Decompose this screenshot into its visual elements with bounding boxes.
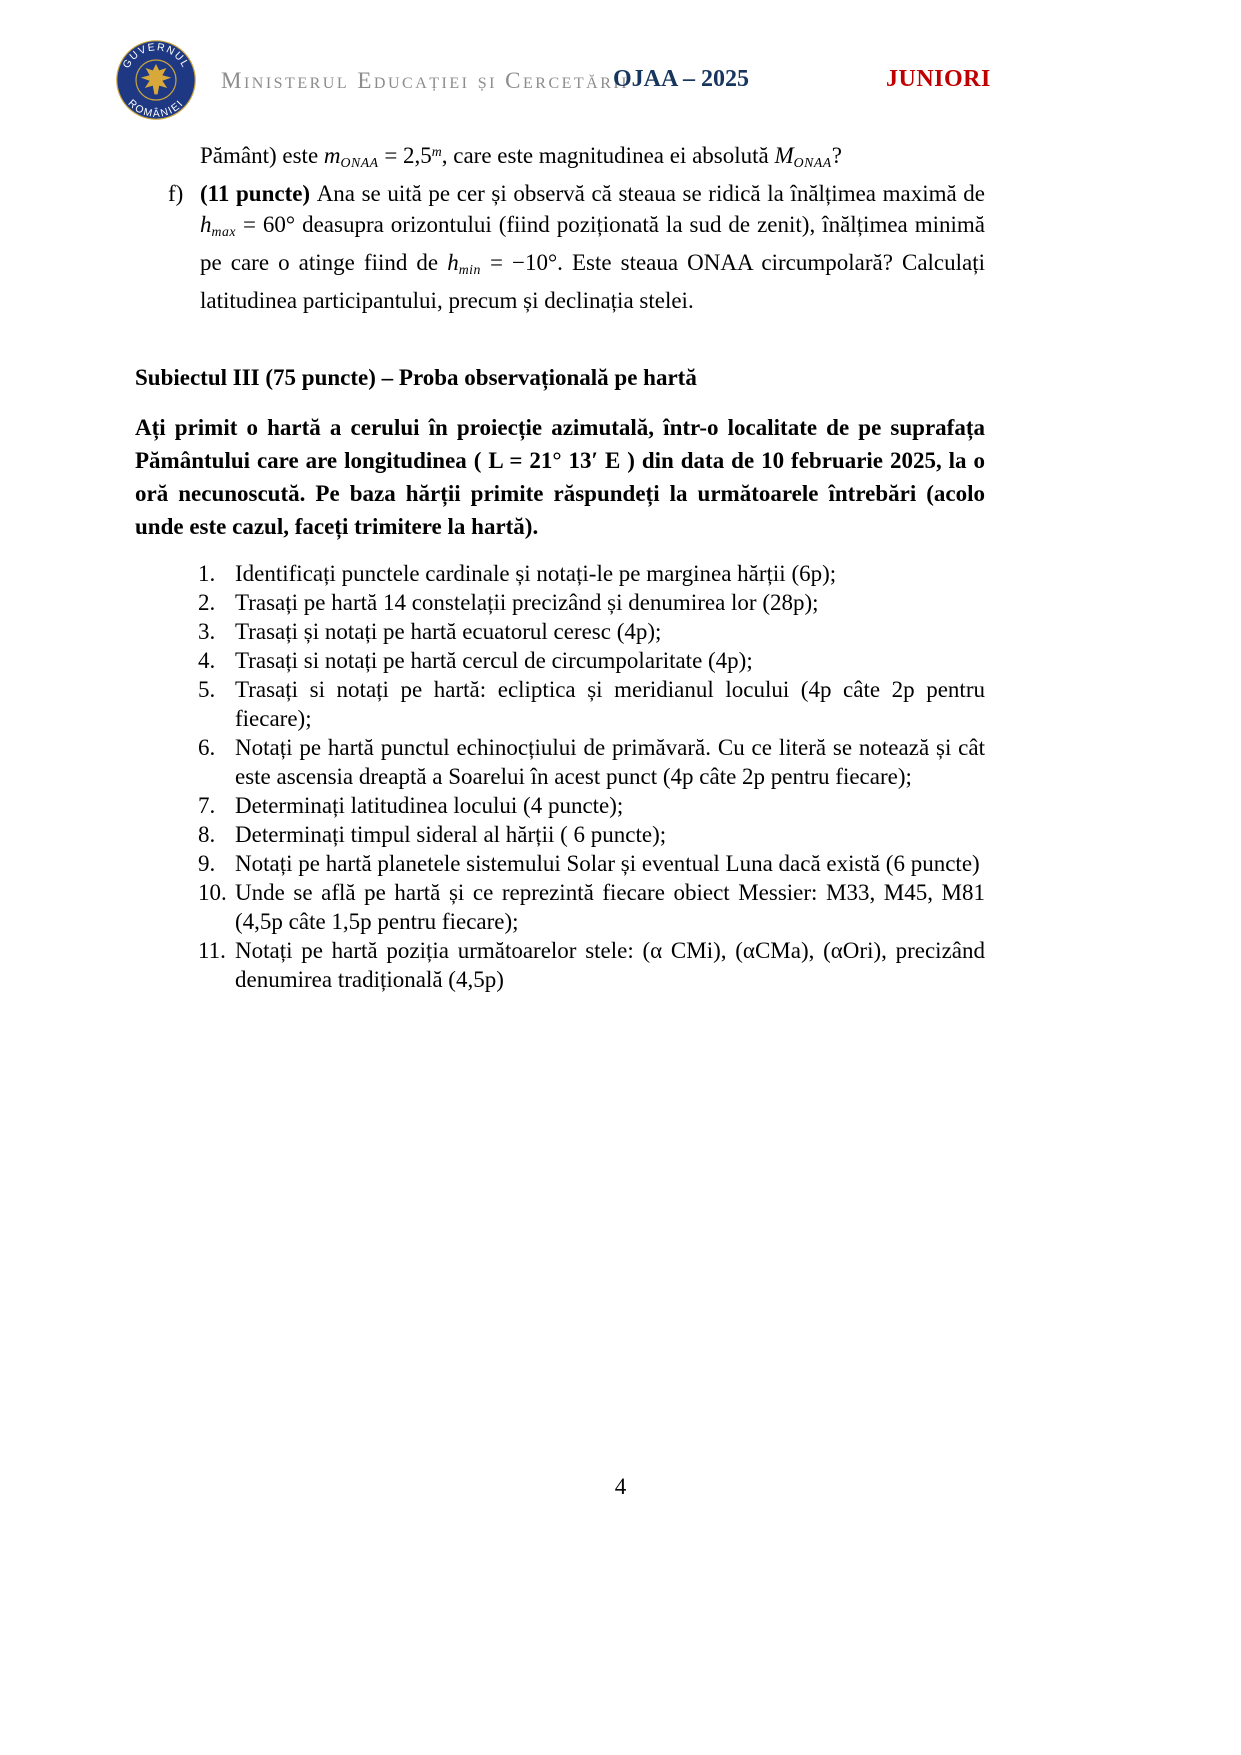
list-item-text: Notați pe hartă punctul echinocțiului de primăvară. Cu ce literă se notează și cât este ascensia dreaptă a Soarelui în acest punct (4p câte 2p pentru fiecare);	[235, 735, 985, 790]
page-number: 4	[614, 1474, 627, 1499]
competition-title: OJAA – 2025	[613, 66, 750, 92]
list-item-text: Trasați pe hartă 14 constelații precizând și denumirea lor (28p);	[235, 590, 819, 616]
list-item	[135, 675, 985, 733]
item-f-marker: f)	[168, 181, 184, 207]
list-item-text: Notați pe hartă planetele sistemului Solar și eventual Luna dacă există (6 puncte)	[235, 851, 980, 877]
list-item	[135, 936, 985, 994]
list-item-number: 2.	[198, 590, 216, 616]
question-list	[135, 559, 985, 994]
list-item-text: Notați pe hartă poziția următoarelor stele: (α CMi), (αCMa), (αOri), precizând denumirea tradițională (4,5p)	[235, 938, 985, 993]
list-item-text: Identificați punctele cardinale și notați-le pe marginea hărții (6p);	[235, 561, 837, 587]
list-item	[135, 733, 985, 791]
document-body	[135, 136, 985, 994]
list-item-text: Determinați latitudinea locului (4 puncte);	[235, 793, 624, 819]
ministry-name: Ministerul Educației și Cercetării	[221, 68, 630, 93]
list-item	[135, 559, 985, 588]
list-item	[135, 791, 985, 820]
item-f-text: (11 puncte) Ana se uită pe cer și observă că steaua se ridică la înălțimea maximă de hmax = 60° deasupra orizontului (fiind poziționată la sud de zenit), înălțimea minimă pe care o atinge fiind de hmin = −10°. Este steaua ONAA circumpolară? Calculați latitudinea participantului, precum și declinația stelei.	[200, 181, 986, 314]
logo-top-text: GUVERNUL	[121, 42, 191, 71]
list-item-number: 10.	[198, 880, 227, 906]
list-item-number: 5.	[198, 677, 216, 703]
logo-bottom-text: ROMÂNIEI	[125, 97, 187, 120]
list-item-number: 8.	[198, 822, 216, 848]
list-item-text: Trasați și notați pe hartă ecuatorul ceresc (4p);	[235, 619, 662, 645]
list-item-text: Trasați si notați pe hartă: ecliptica și meridianul locului (4p câte 2p pentru fiecare);	[235, 677, 985, 732]
list-item	[135, 617, 985, 646]
list-item	[135, 820, 985, 849]
list-item-number: 1.	[198, 561, 216, 587]
item-f	[135, 178, 985, 316]
list-item-text: Trasați si notați pe hartă cercul de circumpolaritate (4p);	[235, 648, 753, 674]
list-item-number: 4.	[198, 648, 216, 674]
document-header	[0, 0, 1241, 132]
list-item	[135, 588, 985, 617]
romanian-government-logo	[116, 40, 196, 120]
list-item-number: 11.	[198, 938, 226, 964]
list-item	[135, 849, 985, 878]
intro-paragraph: Ați primit o hartă a cerului în proiecție azimutală, într-o localitate de pe suprafața Pământului care are longitudinea ( L = 21° 13′ E ) din data de 10 februarie 2025, la o oră necunoscută. Pe baza hărții primite răspundeți la următoarele întrebări (acolo unde este cazul, faceți trimitere la hartă).	[135, 415, 985, 540]
list-item-number: 7.	[198, 793, 216, 819]
list-item	[135, 646, 985, 675]
category-label: JUNIORI	[886, 66, 991, 92]
list-item-number: 6.	[198, 735, 216, 761]
list-item	[135, 878, 985, 936]
list-item-text: Determinați timpul sideral al hărții ( 6 puncte);	[235, 822, 667, 848]
list-item-number: 9.	[198, 851, 216, 877]
continuation-paragraph: Pământ) este mONAA = $2,5^m$, care este magnitudinea ei absolută MONAA?	[200, 142, 842, 171]
list-item-number: 3.	[198, 619, 216, 645]
section-heading: Subiectul III (75 puncte) – Proba observațională pe hartă	[135, 365, 697, 391]
list-item-text: Unde se află pe hartă și ce reprezintă fiecare obiect Messier: M33, M45, M81 (4,5p câte 1,5p pentru fiecare);	[235, 880, 985, 935]
